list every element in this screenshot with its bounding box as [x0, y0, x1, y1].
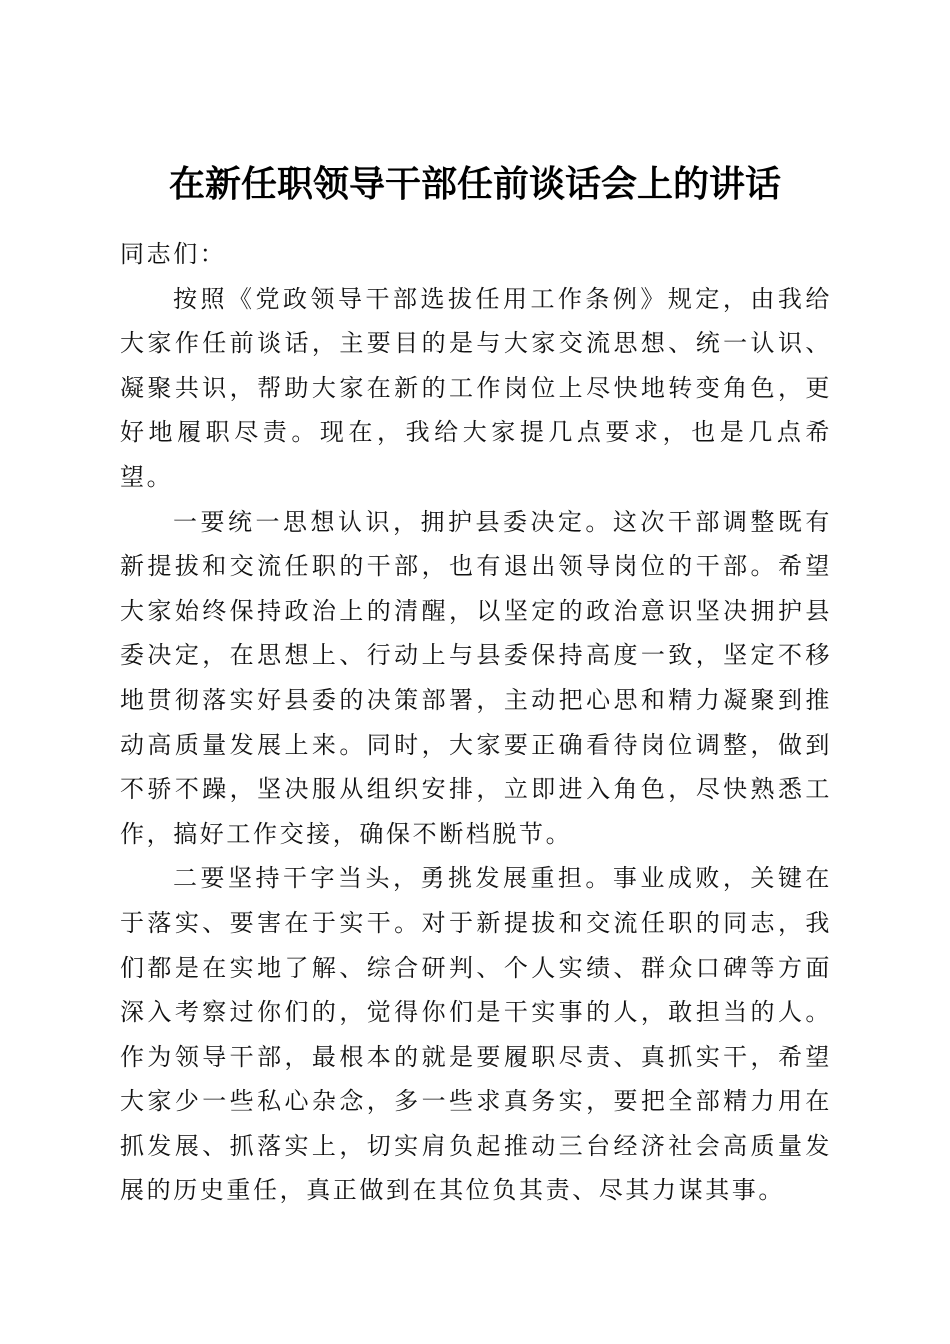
paragraph-2: 一要统一思想认识，拥护县委决定。这次干部调整既有新提拔和交流任职的干部，也有退出领导岗位的干部。希望大家始终保持政治上的清醒，以坚定的政治意识坚决拥护县委决定，在思想上、行动上与县委保持高度一致，坚定不移地贯彻落实好县委的决策部署，主动把心思和精力凝聚到推动高质量发展上来。同时，大家要正确看待岗位调整，做到不骄不躁，坚决服从组织安排，立即进入角色，尽快熟悉工作，搞好工作交接，确保不断档脱节。 — [120, 507, 832, 848]
document-title: 在新任职领导干部任前谈话会上的讲话 — [168, 163, 781, 206]
paragraph-1: 按照《党政领导干部选拔任用工作条例》规定，由我给大家作任前谈话，主要目的是与大家交流思想、统一认识、凝聚共识，帮助大家在新的工作岗位上尽快地转变角色，更好地履职尽责。现在，我给大家提几点要求，也是几点希望。 — [120, 284, 832, 491]
salutation: 同志们： — [120, 240, 227, 268]
paragraph-3: 二要坚持干字当头，勇挑发展重担。事业成败，关键在于落实、要害在于实干。对于新提拔和交流任职的同志，我们都是在实地了解、综合研判、个人实绩、群众口碑等方面深入考察过你们的，觉得你们是干实事的人，敢担当的人。作为领导干部，最根本的就是要履职尽责、真抓实干，希望大家少一些私心杂念，多一些求真务实，要把全部精力用在抓发展、抓落实上，切实肩负起推动三台经济社会高质量发展的历史重任，真正做到在其位负其责、尽其力谋其事。 — [120, 864, 832, 1205]
document-body — [120, 232, 832, 1213]
